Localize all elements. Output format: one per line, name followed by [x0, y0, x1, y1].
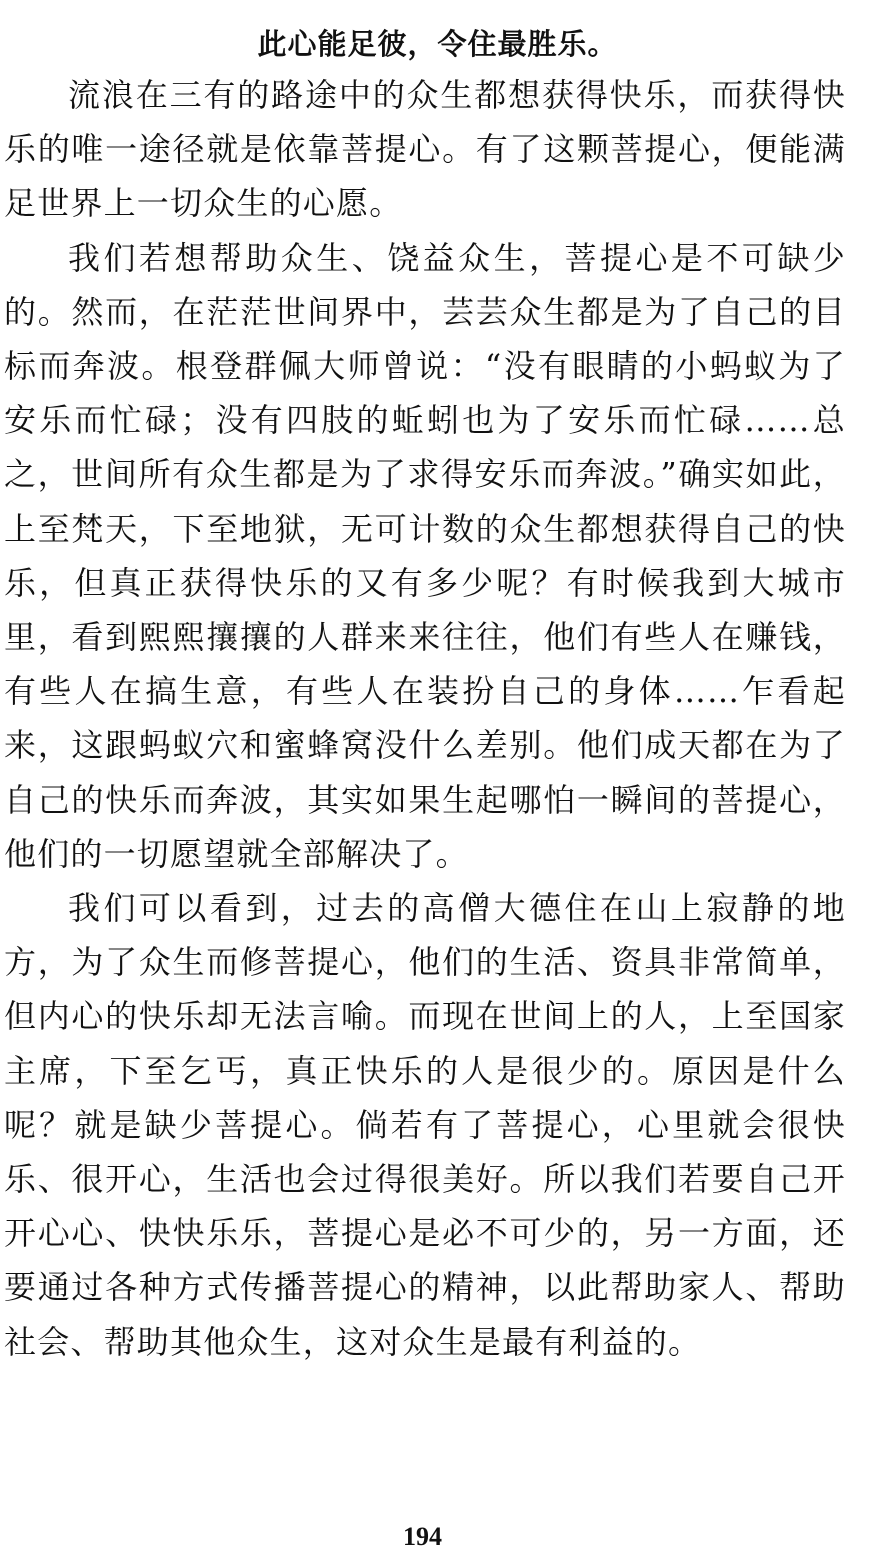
verse-line: 此心能足彼，令住最胜乐。	[257, 27, 618, 61]
body-text	[4, 68, 846, 1369]
paragraph-2: 我们若想帮助众生、饶益众生，菩提心是不可缺少的。然而，在茫茫世间界中，芸芸众生都是为了自己的目标而奔波。根登群佩大师曾说：“没有眼睛的小蚂蚁为了安乐而忙碌；没有四肢的蚯蚓也为了安乐而忙碌……总之，世间所有众生都是为了求得安乐而奔波。”确实如此，上至梵天，下至地狱，无可计数的众生都想获得自己的快乐，但真正获得快乐的又有多少呢？有时候我到大城市里，看到熙熙攘攘的人群来来往往，他们有些人在赚钱，有些人在搞生意，有些人在装扮自己的身体……乍看起来，这跟蚂蚁穴和蜜蜂窝没什么差别。他们成天都在为了自己的快乐而奔波，其实如果生起哪怕一瞬间的菩提心，他们的一切愿望就全部解决了。	[4, 238, 846, 873]
paragraph-3: 我们可以看到，过去的高僧大德住在山上寂静的地方，为了众生而修菩提心，他们的生活、资具非常简单，但内心的快乐却无法言喻。而现在世间上的人，上至国家主席，下至乞丐，真正快乐的人是很少的。原因是什么呢？就是缺少菩提心。倘若有了菩提心，心里就会很快乐、很开心，生活也会过得很美好。所以我们若要自己开开心心、快快乐乐，菩提心是必不可少的，另一方面，还要通过各种方式传播菩提心的精神，以此帮助家人、帮助社会、帮助其他众生，这对众生是最有利益的。	[4, 889, 846, 1361]
paragraph-1: 流浪在三有的路途中的众生都想获得快乐，而获得快乐的唯一途径就是依靠菩提心。有了这颗菩提心，便能满足世界上一切众生的心愿。	[4, 76, 846, 223]
page-number: 194	[403, 1522, 442, 1551]
